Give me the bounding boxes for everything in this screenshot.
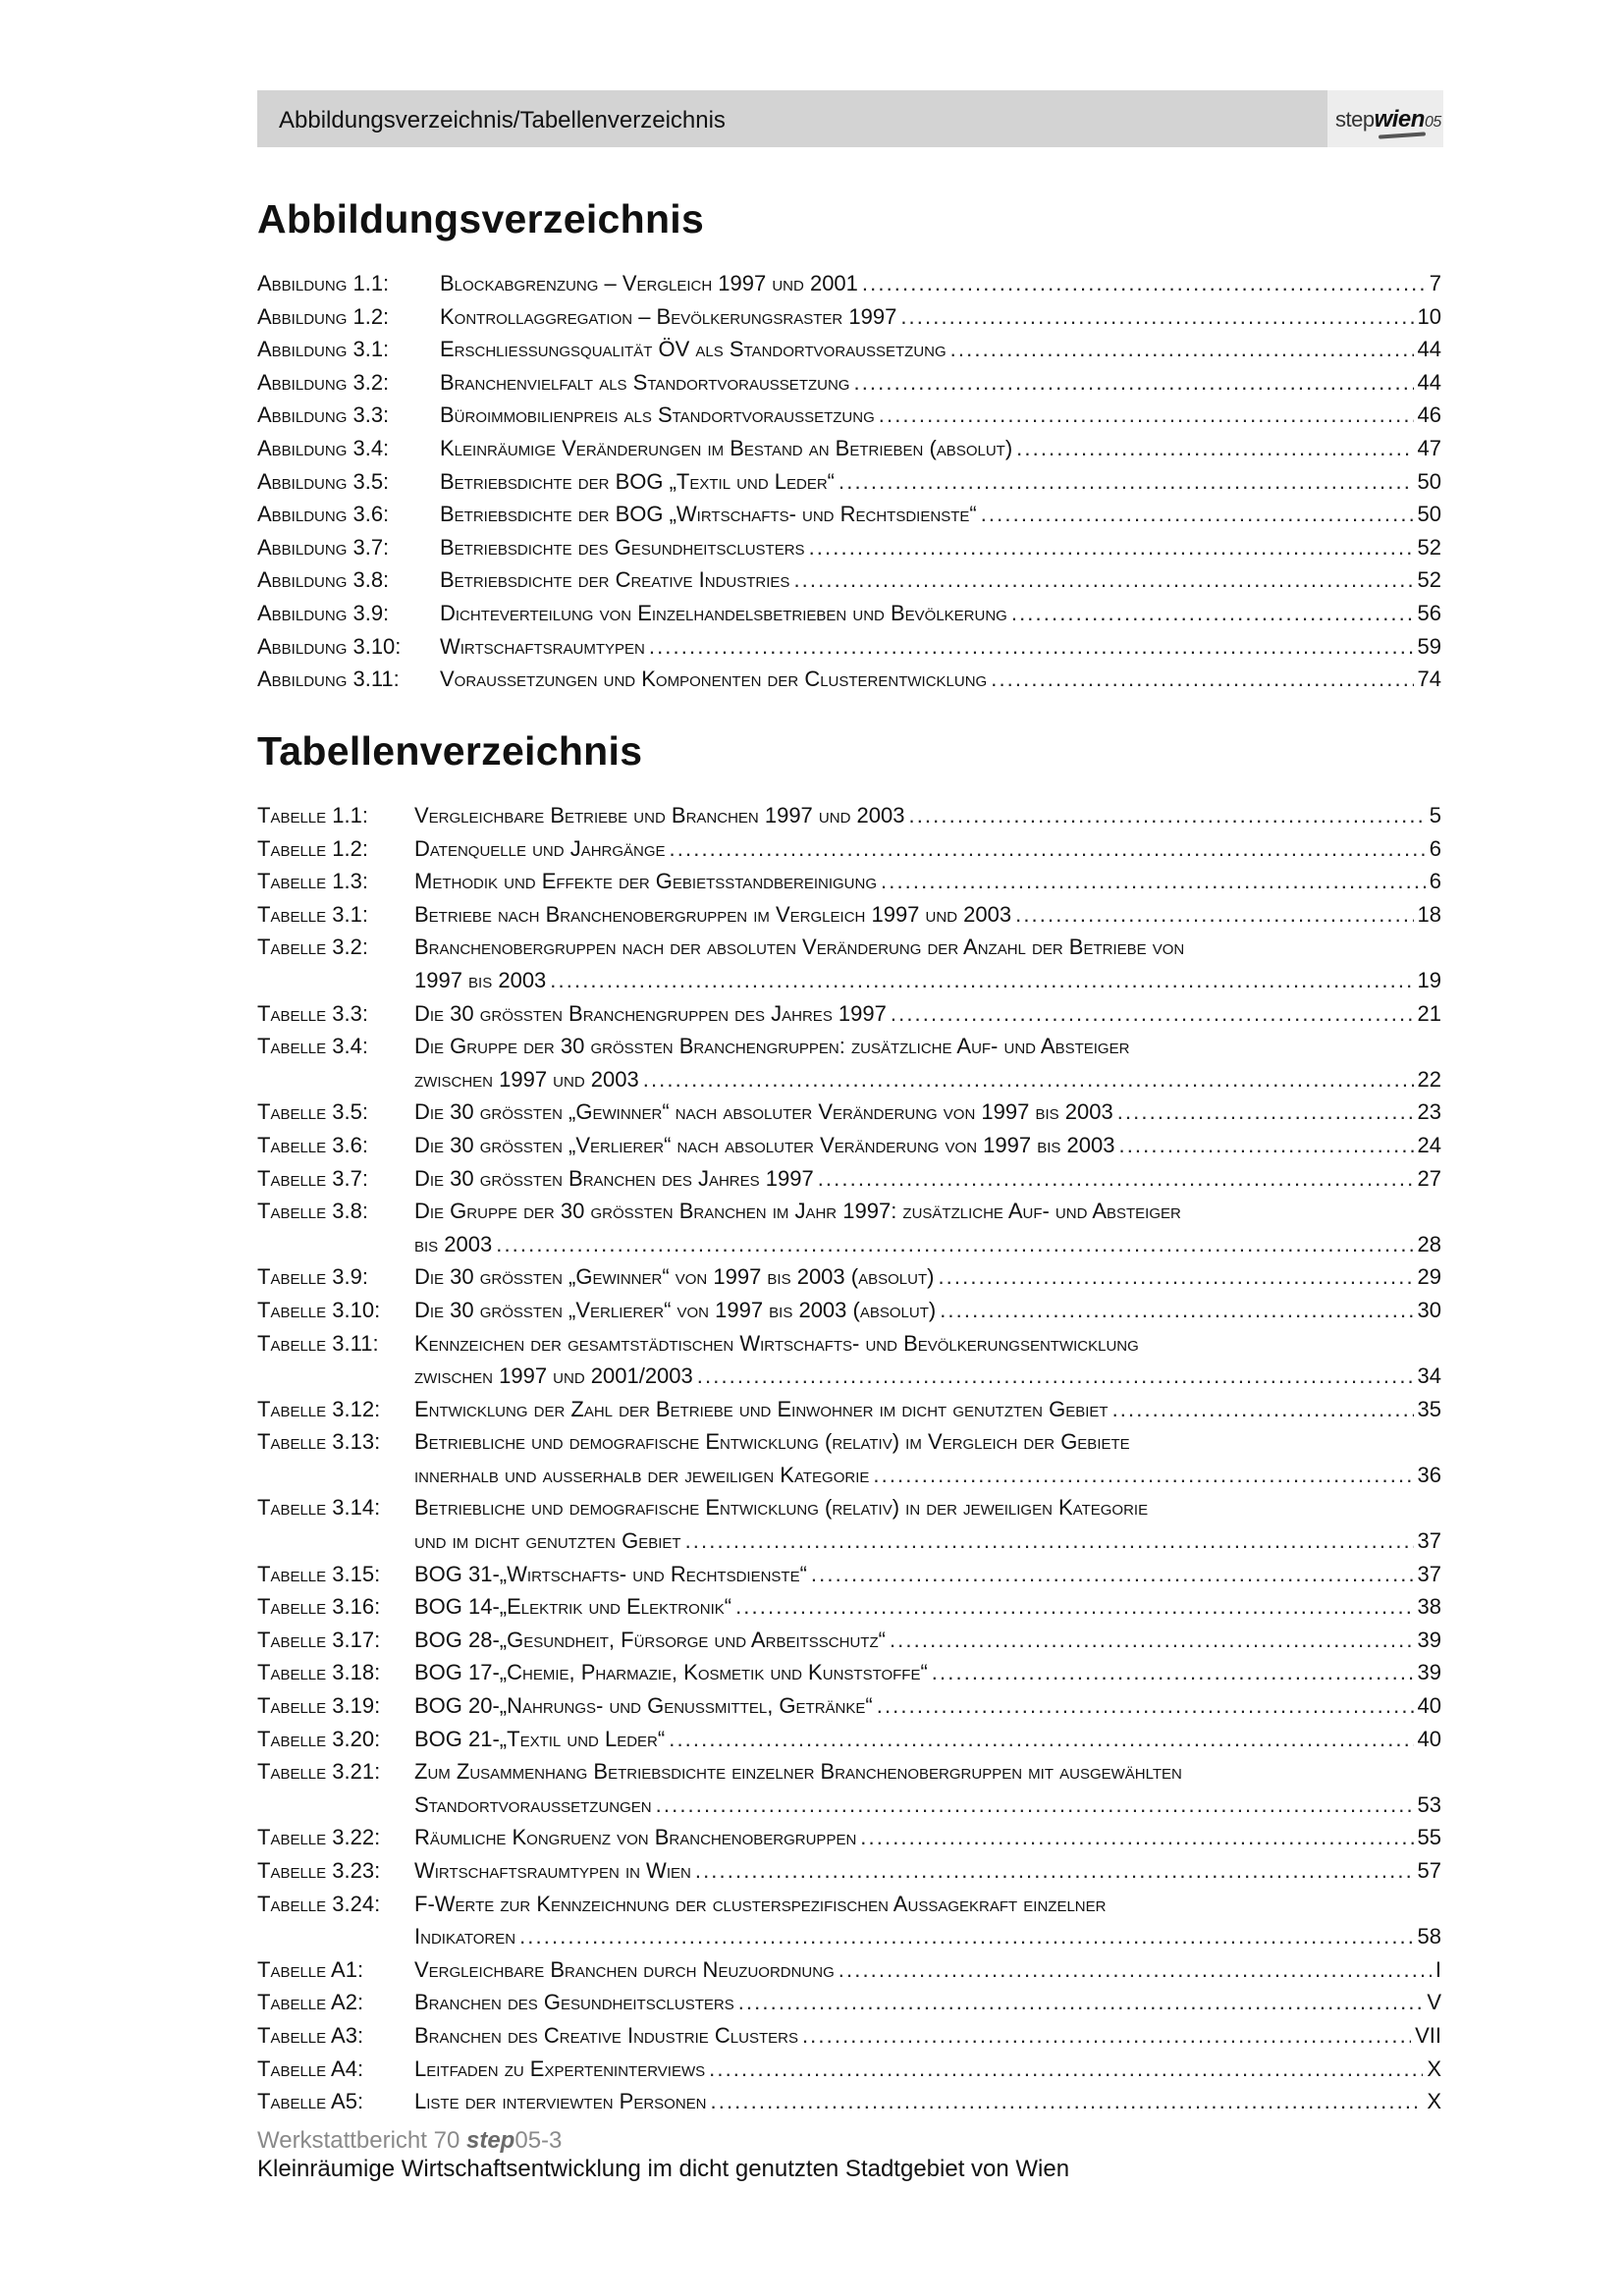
entry-label: Abbildung 3.11: (257, 667, 400, 692)
entry-title: Die 30 grössten „Verlierer“ von 1997 bis 2003 (absolut) (414, 1297, 937, 1322)
dot-leader (711, 2085, 1424, 2118)
dot-leader (685, 1524, 1414, 1558)
entry-label: Tabelle 3.20: (257, 1726, 381, 1751)
toc-entry[interactable] (257, 1755, 1441, 1821)
entry-title: Datenquelle und Jahrgänge (414, 835, 666, 861)
dot-leader (879, 399, 1414, 432)
entry-page: 40 (1417, 1726, 1441, 1751)
entry-label: Abbildung 1.2: (257, 303, 390, 329)
entry-page: 39 (1417, 1627, 1441, 1652)
entry-label: Tabelle 3.18: (257, 1660, 381, 1685)
entry-title: Branchen des Creative Industrie Clusters (414, 2022, 798, 2048)
toc-entry[interactable] (257, 1689, 1441, 1723)
dot-leader (811, 1558, 1414, 1591)
entry-title: Betriebsdichte der BOG „Textil und Leder“ (440, 468, 835, 494)
toc-entry[interactable] (257, 465, 1441, 499)
dot-leader (670, 832, 1426, 866)
toc-entry[interactable] (257, 931, 1441, 996)
toc-entry[interactable] (257, 597, 1441, 630)
entry-title: BOG 20-„Nahrungs- und Genussmittel, Getränke“ (414, 1693, 873, 1719)
entry-title: Dichteverteilung von Einzelhandelsbetrieben und Bevölkerung (440, 600, 1007, 625)
entry-title: BOG 17-„Chemie, Pharmazie, Kosmetik und Kunststoffe“ (414, 1660, 928, 1685)
entry-title: Betriebsdichte der BOG „Wirtschafts- und Rechtsdienste“ (440, 502, 977, 527)
toc-entry[interactable] (257, 1656, 1441, 1689)
toc-entry[interactable] (257, 1854, 1441, 1888)
page-header (257, 90, 1443, 147)
entry-page: 27 (1417, 1165, 1441, 1191)
entry-label: Tabelle 3.22: (257, 1825, 381, 1850)
dot-leader (1011, 597, 1414, 630)
toc-entry[interactable] (257, 2053, 1441, 2086)
dot-leader (695, 1854, 1414, 1888)
toc-entry[interactable] (257, 1195, 1441, 1260)
entry-title-continued: bis 2003 (414, 1231, 493, 1256)
entry-label: Abbildung 3.2: (257, 369, 390, 395)
footer-report-id (257, 2126, 1069, 2155)
toc-entry[interactable] (257, 498, 1441, 531)
entry-title-continued: 1997 bis 2003 (414, 967, 547, 992)
entry-label: Tabelle 3.13: (257, 1429, 381, 1455)
dot-leader (950, 333, 1414, 366)
entry-label: Tabelle A5: (257, 2089, 364, 2114)
entry-title: Entwicklung der Zahl der Betriebe und Einwohner im dicht genutzten Gebiet (414, 1396, 1109, 1421)
toc-entry[interactable] (257, 1260, 1441, 1294)
dot-leader (802, 2019, 1411, 2053)
toc-entry[interactable] (257, 1986, 1441, 2019)
entry-label: Tabelle 3.1: (257, 901, 368, 927)
dot-leader (1112, 1393, 1414, 1426)
entry-page: 37 (1417, 1561, 1441, 1586)
entry-label: Abbildung 3.10: (257, 633, 402, 659)
toc-entry[interactable] (257, 333, 1441, 366)
entry-label: Tabelle A3: (257, 2022, 364, 2048)
entry-label: Tabelle 3.5: (257, 1099, 368, 1125)
entry-title: BOG 31-„Wirtschafts- und Rechtsdienste“ (414, 1561, 807, 1586)
toc-entry[interactable] (257, 1393, 1441, 1426)
entry-label: Abbildung 3.3: (257, 402, 390, 428)
entry-title: Kleinräumige Veränderungen im Bestand an Betrieben (absolut) (440, 435, 1013, 460)
entry-page: X (1427, 2089, 1441, 2114)
dot-leader (900, 300, 1413, 334)
entry-page: 24 (1417, 1132, 1441, 1157)
entry-title-continued: zwischen 1997 und 2003 (414, 1066, 639, 1092)
entry-title: Betriebliche und demografische Entwicklung (relativ) im Vergleich der Gebiete (414, 1429, 1130, 1455)
entry-label: Tabelle 3.9: (257, 1264, 368, 1290)
toc-entry[interactable] (257, 997, 1441, 1031)
entry-label: Tabelle 3.23: (257, 1858, 381, 1883)
entry-label: Abbildung 3.9: (257, 600, 390, 625)
entry-title: Betriebe nach Branchenobergruppen im Vergleich 1997 und 2003 (414, 901, 1012, 927)
dot-leader (860, 1821, 1413, 1854)
entry-label: Abbildung 3.6: (257, 502, 390, 527)
entry-label: Tabelle 3.3: (257, 1000, 368, 1026)
dot-leader (649, 630, 1414, 664)
entry-page: 59 (1417, 633, 1441, 659)
entry-label: Tabelle 1.2: (257, 835, 368, 861)
toc-entry[interactable] (257, 799, 1441, 832)
toc-entry[interactable] (257, 1162, 1441, 1196)
toc-entry[interactable] (257, 2085, 1441, 2118)
entry-page: 40 (1417, 1693, 1441, 1719)
entry-title-continued: Standortvoraussetzungen (414, 1791, 652, 1817)
toc-entry[interactable] (257, 663, 1441, 696)
entry-title: Voraussetzungen und Komponenten der Clusterentwicklung (440, 667, 988, 692)
dot-leader (809, 531, 1414, 564)
entry-page: 74 (1417, 667, 1441, 692)
footer-report-prefix: Werkstattbericht 70 (257, 2127, 466, 2154)
entry-page: 35 (1417, 1396, 1441, 1421)
dot-leader (709, 2053, 1423, 2086)
entry-title: Büroimmobilienpreis als Standortvoraussetzung (440, 402, 875, 428)
entry-page: X (1427, 2056, 1441, 2081)
entry-label: Tabelle 3.11: (257, 1330, 379, 1356)
entry-title: Die 30 grössten Branchen des Jahres 1997 (414, 1165, 814, 1191)
dot-leader (643, 1063, 1414, 1096)
entry-page: 10 (1417, 303, 1441, 329)
toc-entry[interactable] (257, 531, 1441, 564)
entry-page: 28 (1417, 1231, 1441, 1256)
dot-leader (839, 465, 1414, 499)
footer-report-title: Kleinräumige Wirtschaftsentwicklung im dicht genutzten Stadtgebiet von Wien (257, 2156, 1070, 2182)
dot-leader (991, 663, 1413, 696)
entry-label: Abbildung 3.1: (257, 337, 390, 362)
entry-label: Abbildung 3.5: (257, 468, 390, 494)
entry-page: 23 (1417, 1099, 1441, 1125)
entry-page: 53 (1417, 1791, 1441, 1817)
entry-page: 22 (1417, 1066, 1441, 1092)
dot-leader (519, 1920, 1413, 1953)
toc-entry[interactable] (257, 563, 1441, 597)
entry-title: BOG 21-„Textil und Leder“ (414, 1726, 666, 1751)
toc-entry[interactable] (257, 832, 1441, 866)
entry-title: Die Gruppe der 30 grössten Branchengruppen: zusätzliche Auf- und Absteiger (414, 1034, 1130, 1059)
entry-label: Abbildung 3.4: (257, 435, 390, 460)
toc-entry[interactable] (257, 1129, 1441, 1162)
toc-entry[interactable] (257, 1624, 1441, 1657)
dot-leader (908, 799, 1425, 832)
entry-label: Tabelle 3.21: (257, 1759, 381, 1785)
entry-label: Tabelle A2: (257, 1990, 364, 2015)
entry-label: Tabelle 3.16: (257, 1594, 381, 1620)
entry-label: Tabelle 1.3: (257, 869, 368, 894)
dot-leader (735, 1590, 1413, 1624)
entry-page: 5 (1429, 803, 1441, 828)
entry-page: 7 (1429, 271, 1441, 295)
dot-leader (981, 498, 1414, 531)
entry-title: Leitfaden zu Experteninterviews (414, 2056, 706, 2081)
toc-entry[interactable] (257, 1095, 1441, 1129)
entry-page: 50 (1417, 502, 1441, 527)
toc-entry[interactable] (257, 1590, 1441, 1624)
dot-leader (1016, 432, 1413, 465)
footer-report-suffix: 05-3 (514, 2127, 563, 2154)
entry-page: 50 (1417, 468, 1441, 494)
entry-title-continued: zwischen 1997 und 2001/2003 (414, 1363, 693, 1389)
figures-list (257, 267, 1441, 696)
dot-leader (1117, 1095, 1414, 1129)
entry-title: BOG 28-„Gesundheit, Fürsorge und Arbeitsschutz“ (414, 1627, 886, 1652)
entry-title: Blockabgrenzung – Vergleich 1997 und 2001 (440, 271, 858, 295)
dot-leader (656, 1789, 1414, 1822)
entry-title: Branchenobergruppen nach der absoluten Veränderung der Anzahl der Betriebe von (414, 934, 1185, 960)
page-footer (257, 2126, 1069, 2183)
entry-title: Betriebsdichte des Gesundheitsclusters (440, 534, 805, 560)
step-wien-logo (1327, 90, 1443, 147)
entry-page: 21 (1417, 1000, 1441, 1026)
logo-year: 05 (1424, 114, 1441, 131)
entry-page: 47 (1417, 435, 1441, 460)
entry-title: Vergleichbare Betriebe und Branchen 1997 und 2003 (414, 803, 905, 828)
toc-entry[interactable] (257, 1030, 1441, 1095)
entry-label: Tabelle 3.6: (257, 1132, 368, 1157)
dot-leader (550, 964, 1413, 997)
dot-leader (669, 1723, 1413, 1756)
entry-label: Abbildung 3.8: (257, 567, 390, 593)
entry-title: Die 30 grössten „Gewinner“ nach absoluter Veränderung von 1997 bis 2003 (414, 1099, 1113, 1125)
dot-leader (890, 1624, 1414, 1657)
toc-entry[interactable] (257, 366, 1441, 400)
logo-prefix: step (1335, 107, 1375, 132)
figures-title: Abbildungsverzeichnis (257, 196, 705, 241)
dot-leader (839, 1953, 1432, 1987)
entry-title: Räumliche Kongruenz von Branchenobergruppen (414, 1825, 857, 1850)
dot-leader (877, 1689, 1414, 1723)
entry-label: Tabelle 1.1: (257, 803, 368, 828)
dot-leader (881, 865, 1426, 898)
toc-entry[interactable] (257, 1821, 1441, 1854)
toc-entry[interactable] (257, 865, 1441, 898)
entry-label: Tabelle 3.10: (257, 1297, 381, 1322)
entry-page: 18 (1417, 901, 1441, 927)
dot-leader (697, 1360, 1414, 1393)
toc-entry[interactable] (257, 432, 1441, 465)
entry-title: Vergleichbare Branchen durch Neuzuordnung (414, 1956, 835, 1982)
logo-brand: wien (1374, 106, 1425, 133)
toc-entry[interactable] (257, 898, 1441, 932)
entry-page: 44 (1417, 369, 1441, 395)
entry-page: 46 (1417, 402, 1441, 428)
dot-leader (940, 1294, 1413, 1327)
entry-page: VII (1415, 2022, 1441, 2048)
tables-list (257, 799, 1441, 2118)
entry-page: 44 (1417, 337, 1441, 362)
dot-leader (862, 267, 1426, 300)
toc-entry[interactable] (257, 267, 1441, 300)
entry-page: 38 (1417, 1594, 1441, 1620)
entry-label: Tabelle 3.14: (257, 1495, 381, 1521)
toc-entry[interactable] (257, 2019, 1441, 2053)
toc-entry[interactable] (257, 1327, 1441, 1393)
footer-report-brand: step (465, 2127, 515, 2154)
entry-title: Wirtschaftsraumtypen in Wien (414, 1858, 691, 1883)
entry-title: Liste der interviewten Personen (414, 2089, 707, 2114)
entry-title-continued: innerhalb und ausserhalb der jeweiligen Kategorie (414, 1462, 870, 1487)
entry-label: Tabelle 3.2: (257, 934, 368, 960)
toc-entry[interactable] (257, 1723, 1441, 1756)
entry-page: 37 (1417, 1528, 1441, 1554)
entry-label: Tabelle 3.19: (257, 1693, 381, 1719)
entry-title: Wirtschaftsraumtypen (440, 633, 645, 659)
entry-label: Abbildung 1.1: (257, 271, 390, 295)
entry-title: Betriebsdichte der Creative Industries (440, 567, 790, 593)
dot-leader (1015, 898, 1413, 932)
entry-label: Tabelle 3.17: (257, 1627, 381, 1652)
dot-leader (818, 1162, 1414, 1196)
entry-page: 6 (1429, 869, 1441, 894)
toc-entry[interactable] (257, 300, 1441, 334)
dot-leader (1118, 1129, 1413, 1162)
toc-entry[interactable] (257, 1491, 1441, 1557)
toc-entry[interactable] (257, 630, 1441, 664)
entry-title: Die 30 grössten Branchengruppen des Jahres 1997 (414, 1000, 887, 1026)
entry-label: Tabelle A4: (257, 2056, 364, 2081)
dot-leader (793, 563, 1413, 597)
entry-title: Methodik und Effekte der Gebietsstandbereinigung (414, 869, 877, 894)
entry-page: 29 (1417, 1264, 1441, 1290)
toc-entry[interactable] (257, 1558, 1441, 1591)
entry-page: 30 (1417, 1297, 1441, 1322)
entry-page: V (1427, 1990, 1441, 2015)
dot-leader (496, 1228, 1413, 1261)
entry-label: Tabelle 3.8: (257, 1199, 368, 1224)
dot-leader (738, 1986, 1424, 2019)
toc-entry[interactable] (257, 399, 1441, 432)
entry-title: F-Werte zur Kennzeichnung der clusterspezifischen Aussagekraft einzelner (414, 1891, 1107, 1916)
entry-title: Kontrollaggregation – Bevölkerungsraster 1997 (440, 303, 897, 329)
dot-leader (853, 366, 1413, 400)
entry-page: 57 (1417, 1858, 1441, 1883)
entry-title: BOG 14-„Elektrik und Elektronik“ (414, 1594, 732, 1620)
toc-entry[interactable] (257, 1888, 1441, 1953)
logo-text (1335, 106, 1441, 133)
dot-leader (932, 1656, 1414, 1689)
toc-entry[interactable] (257, 1425, 1441, 1491)
header-title: Abbildungsverzeichnis/Tabellenverzeichnis (279, 107, 726, 133)
entry-title: Die Gruppe der 30 grössten Branchen im Jahr 1997: zusätzliche Auf- und Absteiger (414, 1199, 1181, 1224)
entry-page: I (1434, 1956, 1441, 1982)
entry-label: Tabelle 3.15: (257, 1561, 381, 1586)
entry-label: Tabelle A1: (257, 1956, 364, 1982)
entry-label: Tabelle 3.7: (257, 1165, 368, 1191)
entry-title-continued: und im dicht genutzten Gebiet (414, 1528, 681, 1554)
entry-title: Erschliessungsqualität ÖV als Standortvoraussetzung (440, 337, 947, 362)
entry-page: 19 (1417, 967, 1441, 992)
entry-label: Tabelle 3.12: (257, 1396, 381, 1421)
entry-title: Die 30 grössten „Gewinner“ von 1997 bis 2003 (absolut) (414, 1264, 935, 1290)
entry-title: Branchen des Gesundheitsclusters (414, 1990, 734, 2015)
entry-page: 56 (1417, 600, 1441, 625)
entry-title-continued: Indikatoren (414, 1924, 516, 1949)
entry-title: Betriebliche und demografische Entwicklung (relativ) in der jeweiligen Kategorie (414, 1495, 1149, 1521)
entry-page: 55 (1417, 1825, 1441, 1850)
dot-leader (891, 997, 1414, 1031)
entry-page: 39 (1417, 1660, 1441, 1685)
entry-page: 36 (1417, 1462, 1441, 1487)
entry-page: 6 (1429, 835, 1441, 861)
dot-leader (938, 1260, 1413, 1294)
entry-title: Kennzeichen der gesamtstädtischen Wirtschafts- und Bevölkerungsentwicklung (414, 1330, 1139, 1356)
entry-label: Tabelle 3.24: (257, 1891, 381, 1916)
entry-page: 52 (1417, 534, 1441, 560)
entry-page: 34 (1417, 1363, 1441, 1389)
entry-title: Die 30 grössten „Verlierer“ nach absoluter Veränderung von 1997 bis 2003 (414, 1132, 1115, 1157)
entry-page: 58 (1417, 1924, 1441, 1949)
entry-title: Branchenvielfalt als Standortvoraussetzung (440, 369, 850, 395)
entry-label: Abbildung 3.7: (257, 534, 390, 560)
dot-leader (873, 1459, 1413, 1492)
entry-page: 52 (1417, 567, 1441, 593)
entry-label: Tabelle 3.4: (257, 1034, 368, 1059)
toc-entry[interactable] (257, 1953, 1441, 1987)
entry-title: Zum Zusammenhang Betriebsdichte einzelner Branchenobergruppen mit ausgewählten (414, 1759, 1182, 1785)
tables-title: Tabellenverzeichnis (257, 728, 643, 774)
toc-entry[interactable] (257, 1294, 1441, 1327)
